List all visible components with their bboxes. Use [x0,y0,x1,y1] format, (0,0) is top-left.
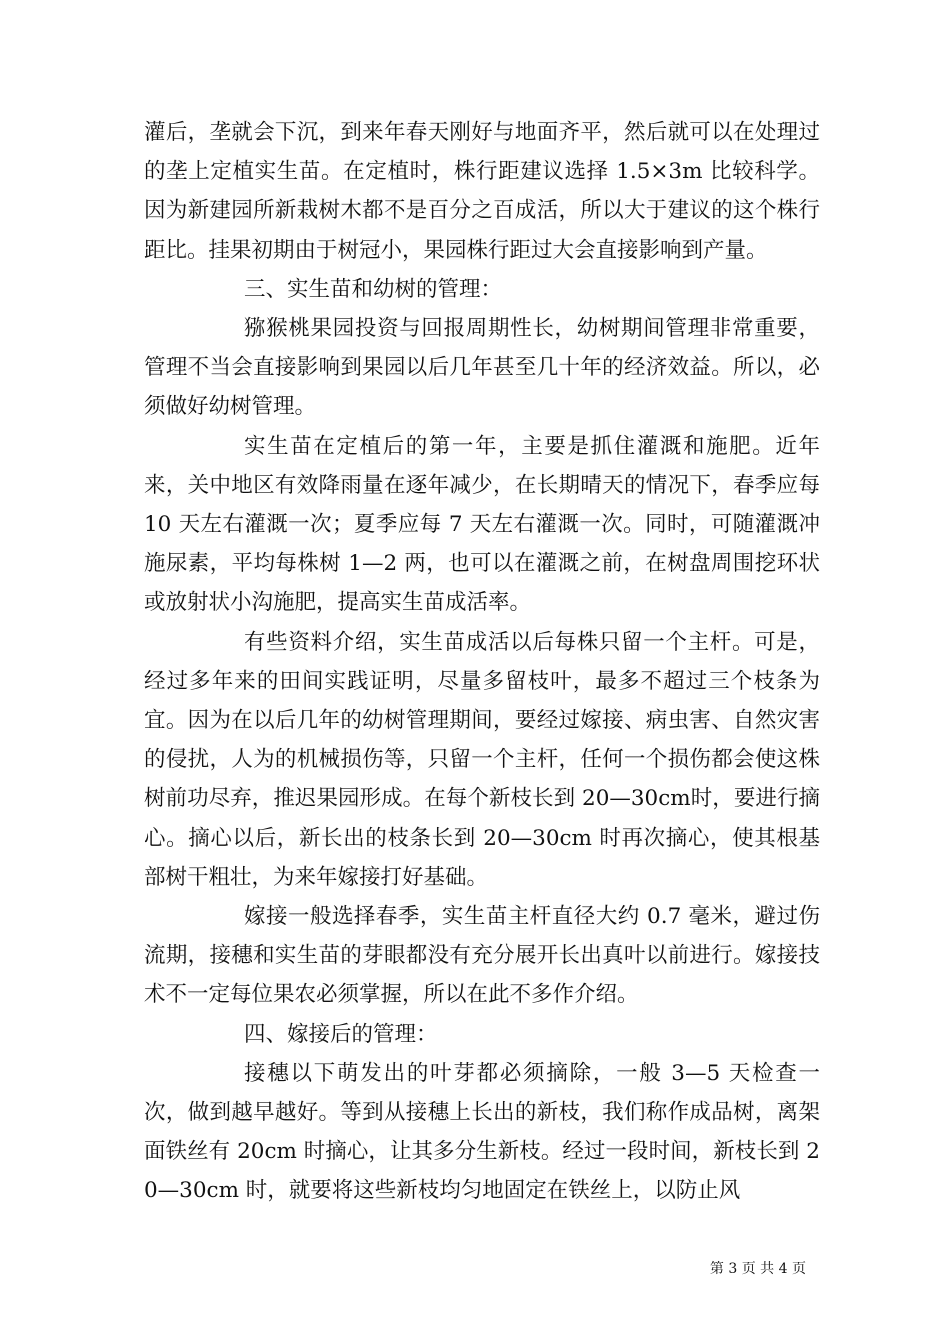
section-heading-3: 三、实生苗和幼树的管理： [244,276,503,302]
paragraph-body: 有些资料介绍，实生苗成活以后每株只留一个主杆。可是，经过多年来的田间实践证明，尽量多留枝叶，最多不超过三个枝条为宜。因为在以后几年的幼树管理期间，要经过嫁接、病虫害、自然灾害的侵扰，人为的机械损伤等，只留一个主杆，任何一个损伤都会使这株树前功尽弃，推迟果园形成。在每个新枝长到 20—30cm时，要进行摘心。摘心以后，新长出的枝条长到 20—30cm 时再次摘心，使其根基部树干粗壮，为来年嫁接打好基础。 [144,629,820,890]
paragraph-body: 实生苗在定植后的第一年，主要是抓住灌溉和施肥。近年来，关中地区有效降雨量在逐年减少，在长期晴天的情况下，春季应每 10 天左右灌溉一次；夏季应每 7 天左右灌溉一次。同时，可随灌溉冲施尿素，平均每株树 1—2 两，也可以在灌溉之前，在树盘周围挖环状或放射状小沟施肥，提高实生苗成活率。 [144,433,820,616]
paragraph-body: 接穗以下萌发出的叶芽都必须摘除，一般 3—5 天检查一次，做到越早越好。等到从接穗上长出的新枝，我们称作成品树，离架面铁丝有 20cm 时摘心，让其多分生新枝。经过一段时间，新枝长到 20—30cm 时，就要将这些新枝均匀地固定在铁丝上，以防止风 [144,1060,820,1204]
paragraph-body: 猕猴桃果园投资与回报周期性长，幼树期间管理非常重要，管理不当会直接影响到果园以后几年甚至几十年的经济效益。所以，必须做好幼树管理。 [144,316,820,420]
document-body [144,113,820,1211]
paragraph-body: 嫁接一般选择春季，实生苗主杆直径大约 0.7 毫米，避过伤流期，接穗和实生苗的芽眼都没有充分展开长出真叶以前进行。嫁接技术不一定每位果农必须掌握，所以在此不多作介绍。 [144,904,820,1008]
page-number-footer: 第 3 页 共 4 页 [709,1261,806,1277]
paragraph-continuation: 灌后，垄就会下沉，到来年春天刚好与地面齐平，然后就可以在处理过的垄上定植实生苗。在定植时，株行距建议选择 1.5×3m 比较科学。因为新建园所新栽树木都不是百分之百成活，所以大于建议的这个株行距比。挂果初期由于树冠小，果园株行距过大会直接影响到产量。 [144,120,820,263]
section-heading-4: 四、嫁接后的管理： [244,1021,438,1047]
